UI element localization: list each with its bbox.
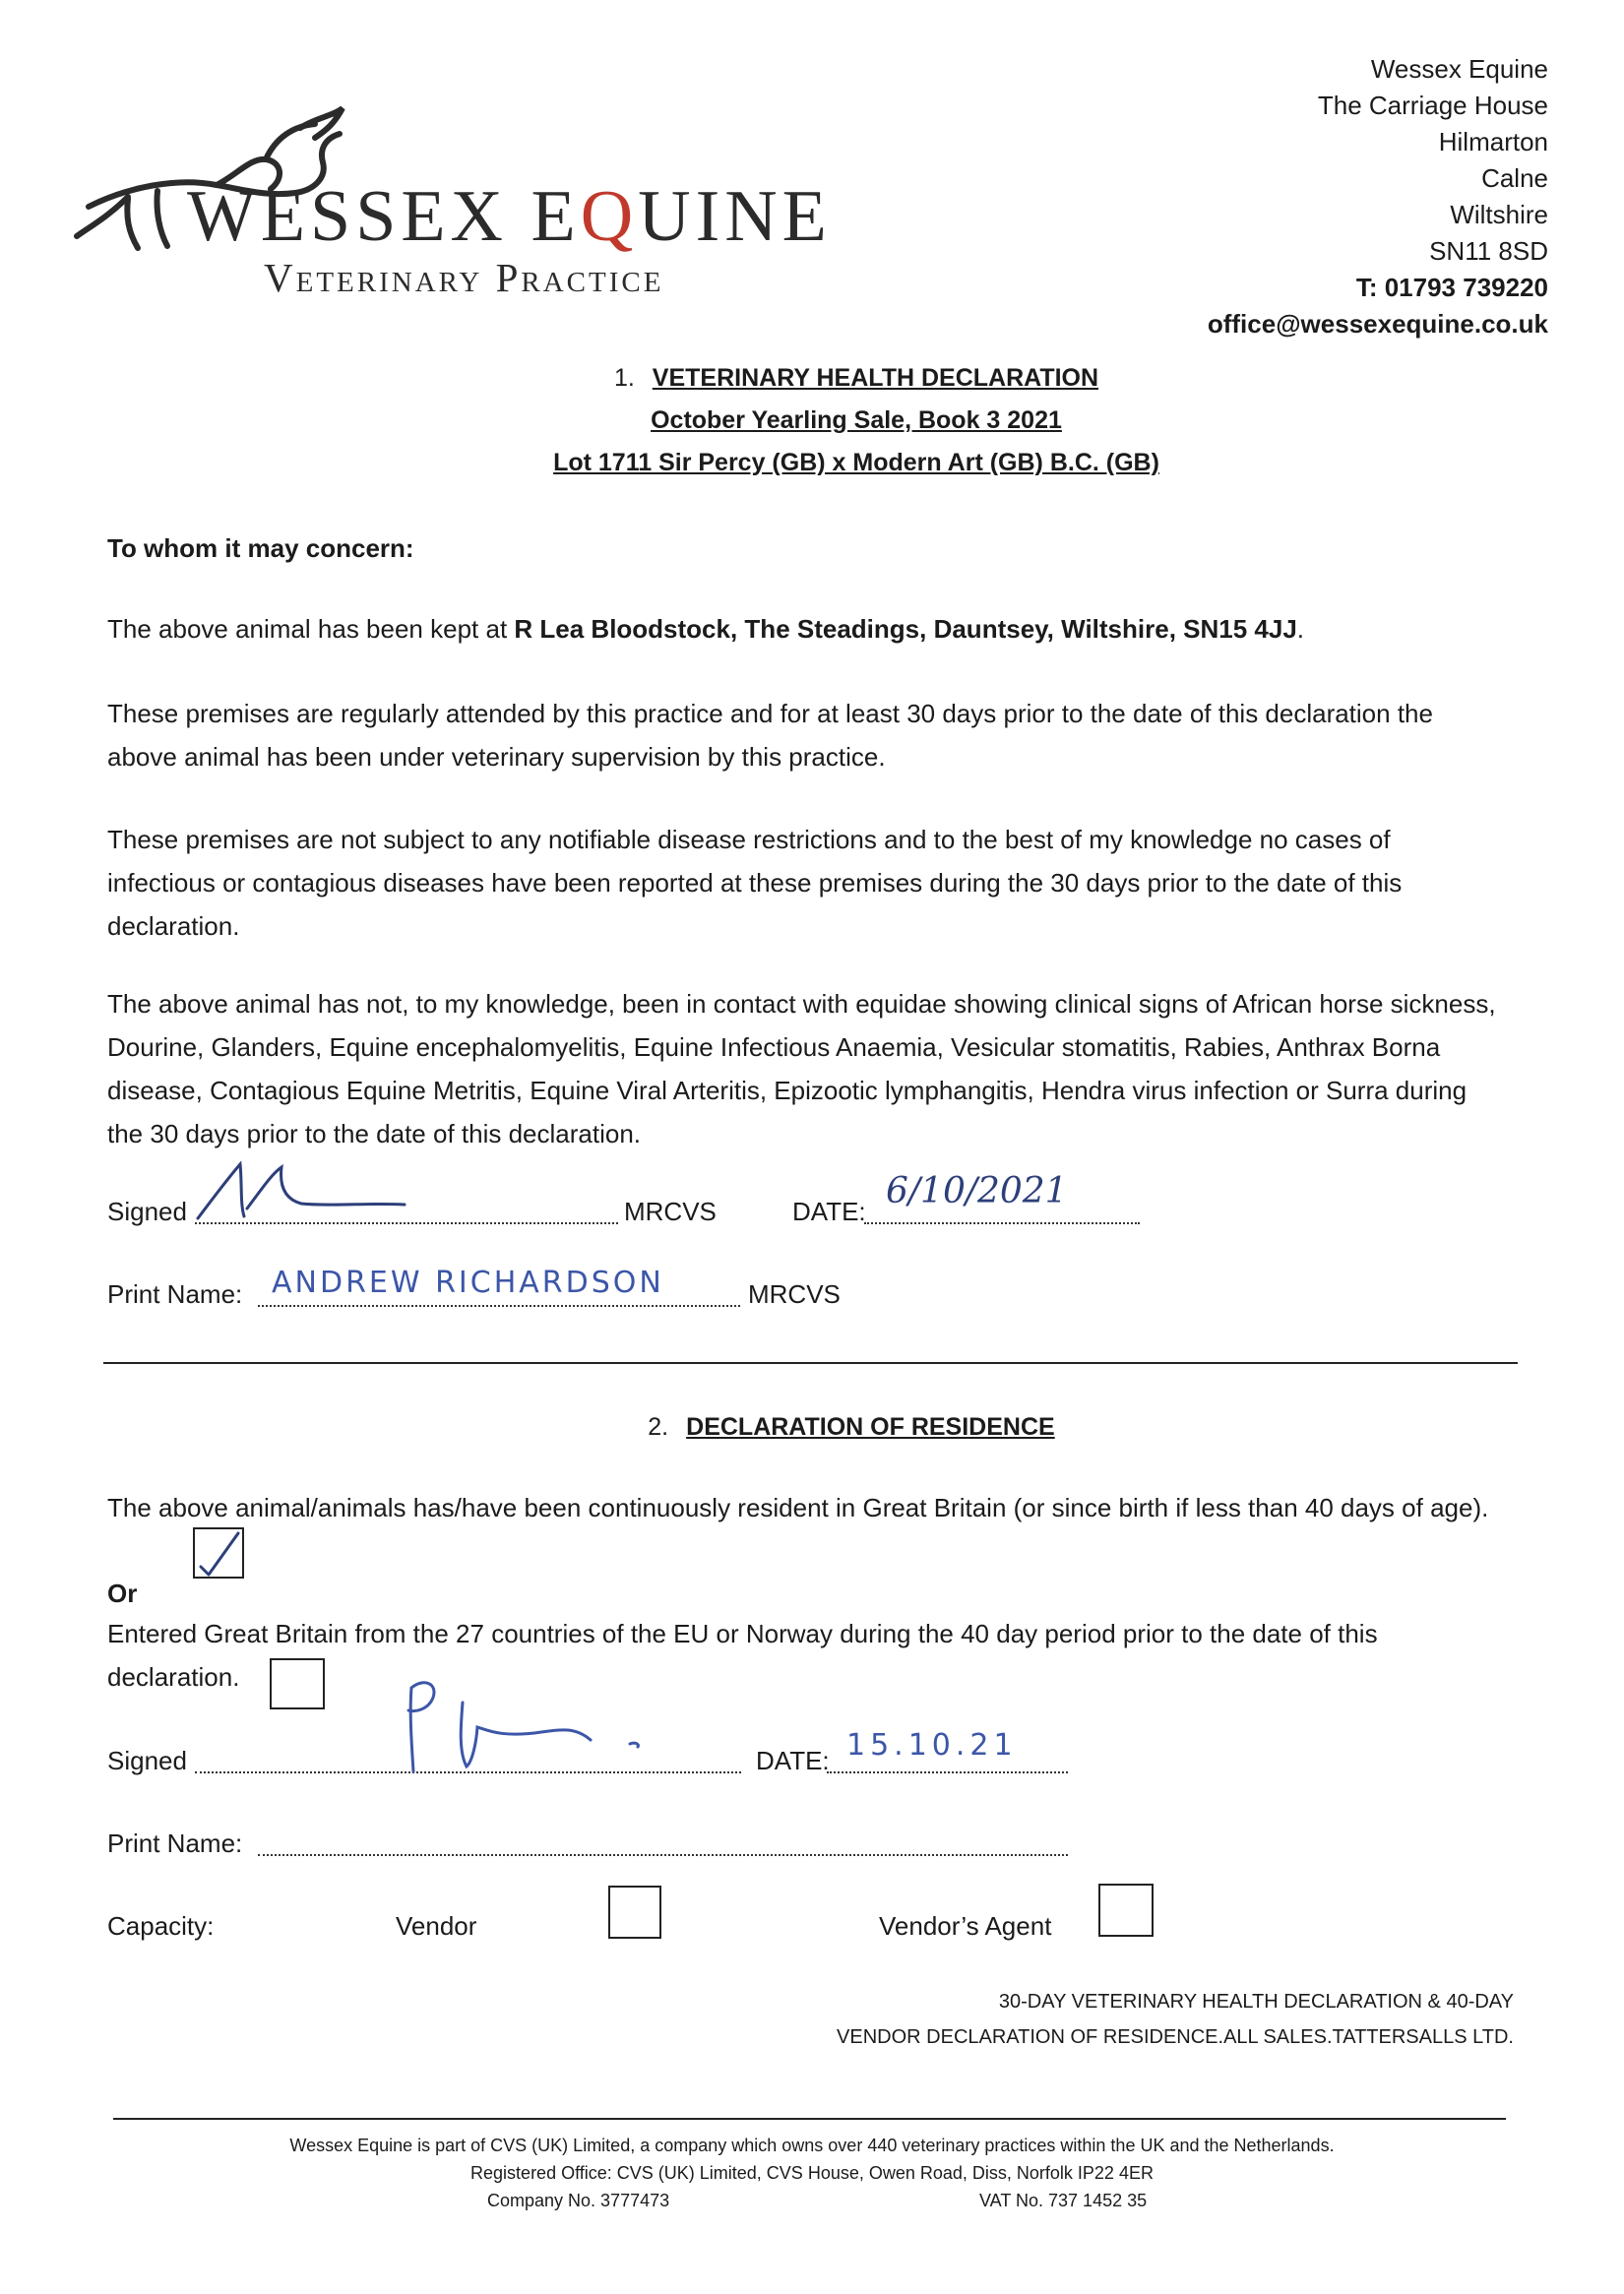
address-line: Calne — [1481, 163, 1548, 193]
section2-heading — [0, 1413, 1624, 1442]
vat-number: VAT No. 737 1452 35 — [979, 2191, 1148, 2210]
company-number: Company No. 3777473 — [487, 2191, 670, 2210]
print-name-label-1: Print Name: — [107, 1279, 243, 1309]
residence-option-1: The above animal/animals has/have been continuously resident in Great Britain (or since birth if less than 40 days of age). — [107, 1493, 1489, 1522]
section-divider — [103, 1362, 1518, 1364]
lot-title-text: Lot 1711 Sir Percy (GB) x Modern Art (GB) B.C. (GB) — [553, 449, 1159, 476]
section2-title: DECLARATION OF RESIDENCE — [686, 1413, 1055, 1441]
form-reference-line-2: VENDOR DECLARATION OF RESIDENCE.ALL SALES.TATTERSALLS LTD. — [837, 2026, 1514, 2048]
print-name-value-1: ANDREW RICHARDSON — [272, 1266, 664, 1300]
date-value-2: 15.10.21 — [846, 1728, 1018, 1763]
footer-line-2: Registered Office: CVS (UK) Limited, CVS House, Owen Road, Diss, Norfolk IP22 4ER — [470, 2163, 1154, 2183]
address-line: Wessex Equine — [1370, 54, 1548, 84]
mrcvs-label-1: MRCVS — [624, 1197, 717, 1226]
capacity-label: Capacity: — [107, 1911, 215, 1941]
mrcvs-label-2: MRCVS — [748, 1279, 841, 1309]
footer-line-1: Wessex Equine is part of CVS (UK) Limited, a company which owns over 440 veterinary practices within the UK and the Netherlands. — [289, 2136, 1335, 2155]
or-label: Or — [107, 1579, 138, 1608]
address-line: SN11 8SD — [1429, 236, 1548, 266]
form-reference — [837, 1984, 1514, 2055]
section1-heading — [0, 364, 1624, 393]
restrictions-paragraph: These premises are not subject to any notifiable disease restrictions and to the best of my knowledge no cases of infectious or contagious diseases have been reported at these premises during the 30 days prior to the date of this declaration. — [107, 825, 1403, 941]
date-label-1: DATE: — [792, 1197, 866, 1226]
signature-1 — [193, 1159, 409, 1228]
logo-subtitle: Veterinary Practice — [264, 255, 664, 300]
kept-at-place: R Lea Bloodstock, The Steadings, Dauntsey, Wiltshire, SN15 4JJ — [514, 614, 1297, 644]
lot-title — [0, 449, 1624, 477]
print-name-line-2[interactable] — [258, 1844, 1068, 1856]
logo-accent-letter: Q — [580, 176, 639, 257]
section1-number: 1. — [613, 364, 635, 392]
sale-title-text: October Yearling Sale, Book 3 2021 — [651, 406, 1062, 434]
salutation: To whom it may concern: — [107, 533, 414, 563]
vendor-agent-checkbox[interactable] — [1098, 1884, 1154, 1937]
address-line: Wiltshire — [1450, 200, 1548, 229]
signed-label-1: Signed — [107, 1197, 187, 1226]
kept-at-paragraph — [107, 607, 1505, 651]
residence-option-2: Entered Great Britain from the 27 countries of the EU or Norway during the 40 day period prior to the date of this declaration. — [107, 1619, 1378, 1692]
signed-label-2: Signed — [107, 1746, 187, 1775]
print-name-label-2: Print Name: — [107, 1829, 243, 1858]
vendor-checkbox[interactable] — [608, 1886, 661, 1939]
vendor-label: Vendor — [396, 1911, 477, 1941]
address-line: The Carriage House — [1317, 91, 1548, 120]
address-block — [1208, 51, 1548, 342]
checkmark-icon — [195, 1529, 242, 1577]
sale-title — [0, 406, 1624, 435]
email-link[interactable]: office@wessexequine.co.uk — [1207, 309, 1548, 339]
date-label-2: DATE: — [756, 1746, 830, 1775]
supervision-paragraph: These premises are regularly attended by this practice and for at least 30 days prior to the date of this declaration the above animal has been under veterinary supervision by this practice. — [107, 699, 1433, 772]
vendor-agent-label: Vendor’s Agent — [879, 1911, 1052, 1941]
address-line: Hilmarton — [1438, 127, 1548, 156]
form-reference-line-1: 30-DAY VETERINARY HEALTH DECLARATION & 40-DAY — [998, 1991, 1514, 2013]
phone: T: 01793 739220 — [1355, 273, 1548, 302]
section2-number: 2. — [648, 1413, 669, 1441]
date-line-2[interactable] — [827, 1762, 1068, 1773]
footer — [0, 2132, 1624, 2214]
date-value-1: 6/10/2021 — [886, 1171, 1068, 1211]
kept-at-prefix: The above animal has been kept at — [107, 614, 515, 644]
footer-divider — [113, 2118, 1506, 2120]
logo-text: WESSEX EQUINE — [187, 176, 832, 257]
footer-line-3 — [0, 2187, 1624, 2214]
residence-checkbox-1[interactable] — [193, 1527, 244, 1579]
residence-checkbox-2[interactable] — [270, 1658, 325, 1709]
date-line-1[interactable] — [864, 1212, 1140, 1224]
signature-2 — [394, 1673, 689, 1781]
diseases-paragraph: The above animal has not, to my knowledge, been in contact with equidae showing clinical signs of African horse sickness, Dourine, Glanders, Equine encephalomyelitis, Equine Infectious Anaemia, Vesicular stomatitis, Rabies, Anthrax Borna disease, Contagious Equine Metritis, Equine Viral Arteritis, Epizootic lymphangitis, Hendra virus infection or Surra during the 30 days prior to the date of this declaration. — [107, 989, 1496, 1148]
section1-title: VETERINARY HEALTH DECLARATION — [652, 364, 1099, 392]
kept-at-suffix: . — [1296, 614, 1305, 644]
